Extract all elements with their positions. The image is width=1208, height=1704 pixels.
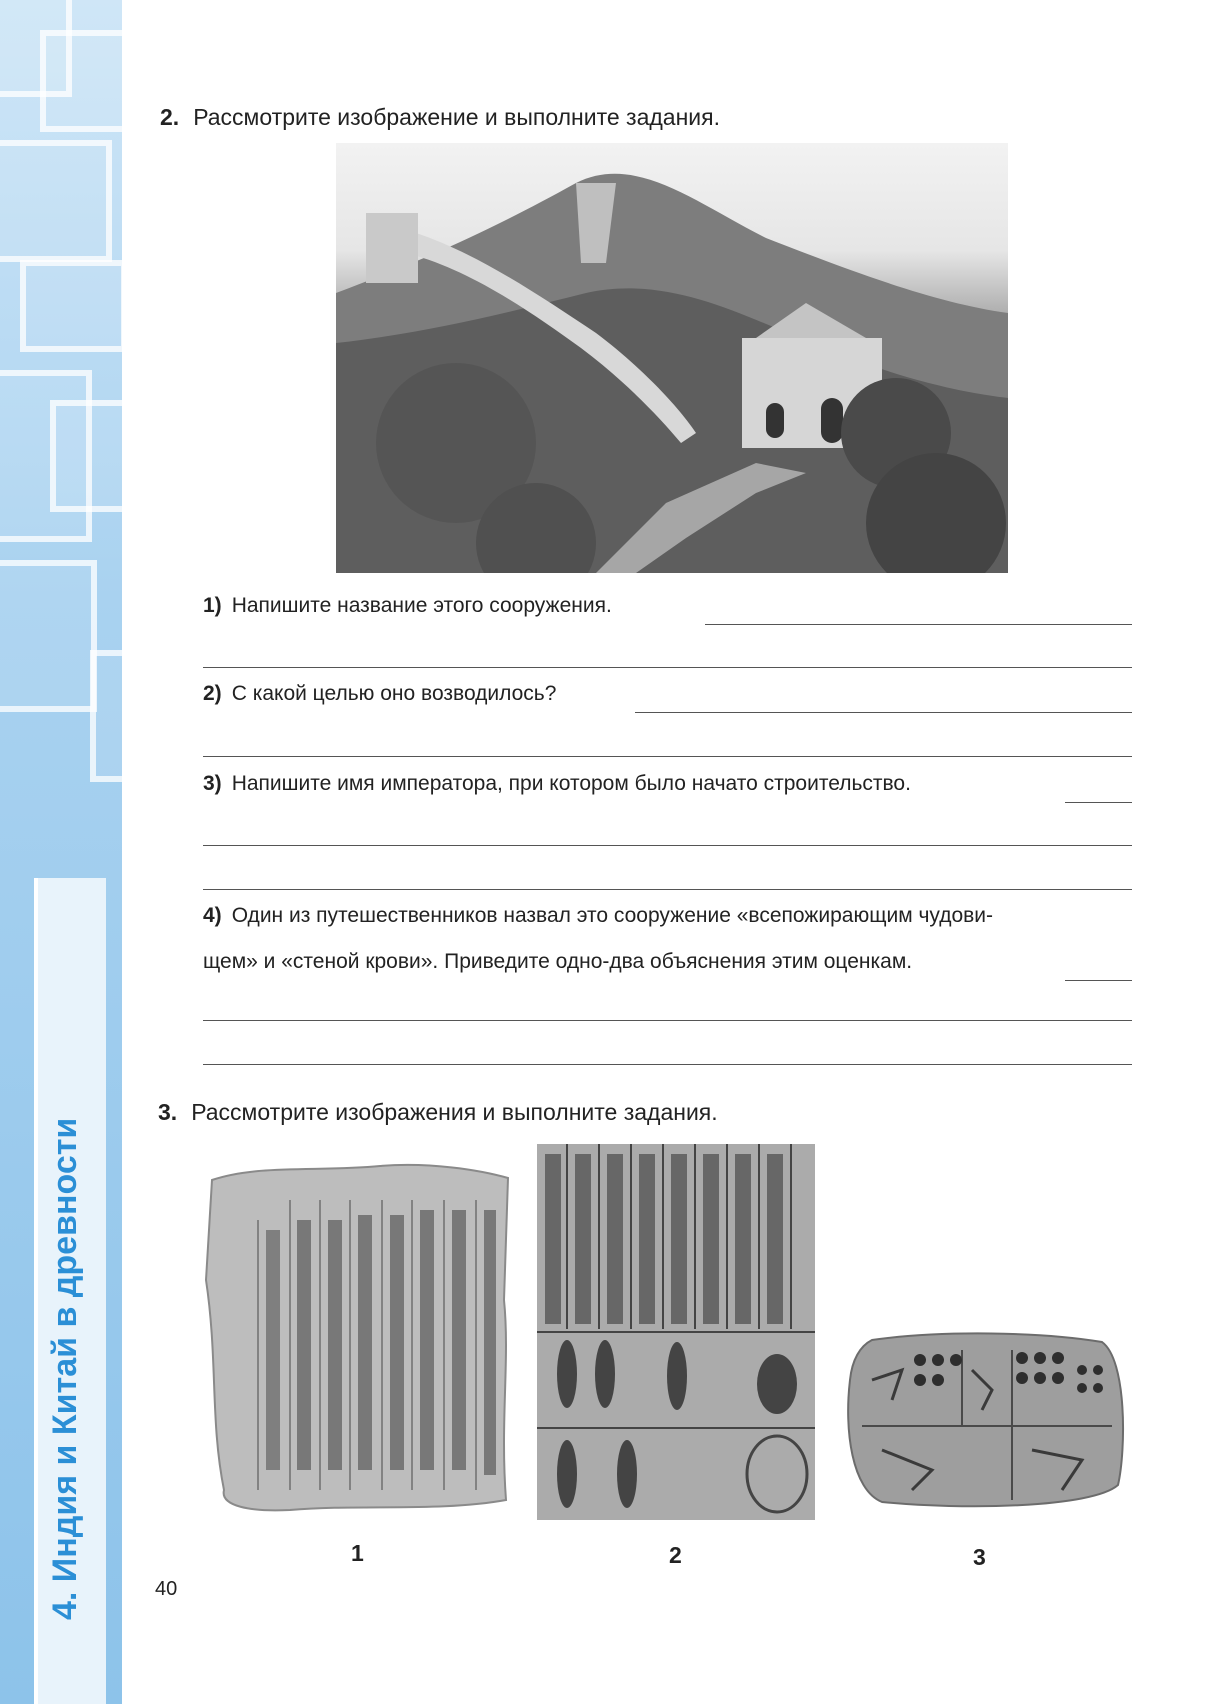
task-2-title [160, 104, 720, 131]
image-caption-2: 2 [669, 1542, 682, 1568]
answer-line[interactable] [203, 1020, 1132, 1021]
decor-square [50, 400, 122, 512]
chapter-title: 4. Индия и Китай в древности [46, 1117, 84, 1620]
tablet-illustration [842, 1330, 1128, 1510]
question-1 [203, 584, 612, 628]
question-number: 1) [203, 594, 222, 617]
chinese-manuscript-image [200, 1160, 512, 1516]
task-3-title [158, 1099, 718, 1126]
great-wall-illustration [336, 143, 1008, 573]
task-instruction: Рассмотрите изображения и выполните задания. [191, 1099, 718, 1125]
egyptian-hieroglyphs-image [537, 1144, 815, 1520]
decor-square [40, 30, 122, 132]
decor-square [0, 560, 97, 712]
question-text: С какой целью оно возводилось? [231, 682, 557, 705]
image-caption-3: 3 [973, 1544, 986, 1570]
manuscript-illustration [200, 1160, 512, 1516]
page-number: 40 [155, 1578, 178, 1600]
question-3 [203, 762, 911, 806]
question-2 [203, 672, 556, 716]
question-number: 4) [203, 904, 222, 927]
task-number: 2. [160, 104, 180, 130]
image-caption-1: 1 [351, 1540, 364, 1566]
answer-line[interactable] [1065, 980, 1132, 981]
decor-square [0, 140, 112, 262]
question-text: Напишите название этого сооружения. [231, 594, 612, 617]
question-number: 3) [203, 772, 222, 795]
task-number: 3. [158, 1099, 178, 1125]
great-wall-photo [336, 143, 1008, 573]
cuneiform-tablet-image [842, 1330, 1128, 1510]
answer-line[interactable] [203, 1064, 1132, 1065]
question-text: щем» и «стеной крови». Приведите одно-два объяснения этим оценкам. [203, 950, 913, 973]
decor-square [90, 650, 122, 782]
question-number: 2) [203, 682, 222, 705]
question-text: Один из путешественников назвал это сооружение «всепожирающим чудови- [231, 904, 994, 927]
answer-line[interactable] [203, 667, 1132, 668]
answer-line[interactable] [203, 889, 1132, 890]
decor-square [20, 260, 122, 352]
answer-line[interactable] [203, 756, 1132, 757]
answer-line[interactable] [1065, 802, 1132, 803]
answer-line[interactable] [203, 845, 1132, 846]
question-4-continued [203, 940, 912, 984]
answer-line[interactable] [705, 624, 1132, 625]
answer-line[interactable] [635, 712, 1132, 713]
hieroglyphs-illustration [537, 1144, 815, 1520]
task-instruction: Рассмотрите изображение и выполните задания. [193, 104, 720, 130]
question-4 [203, 894, 993, 938]
question-text: Напишите имя императора, при котором было начато строительство. [231, 772, 911, 795]
